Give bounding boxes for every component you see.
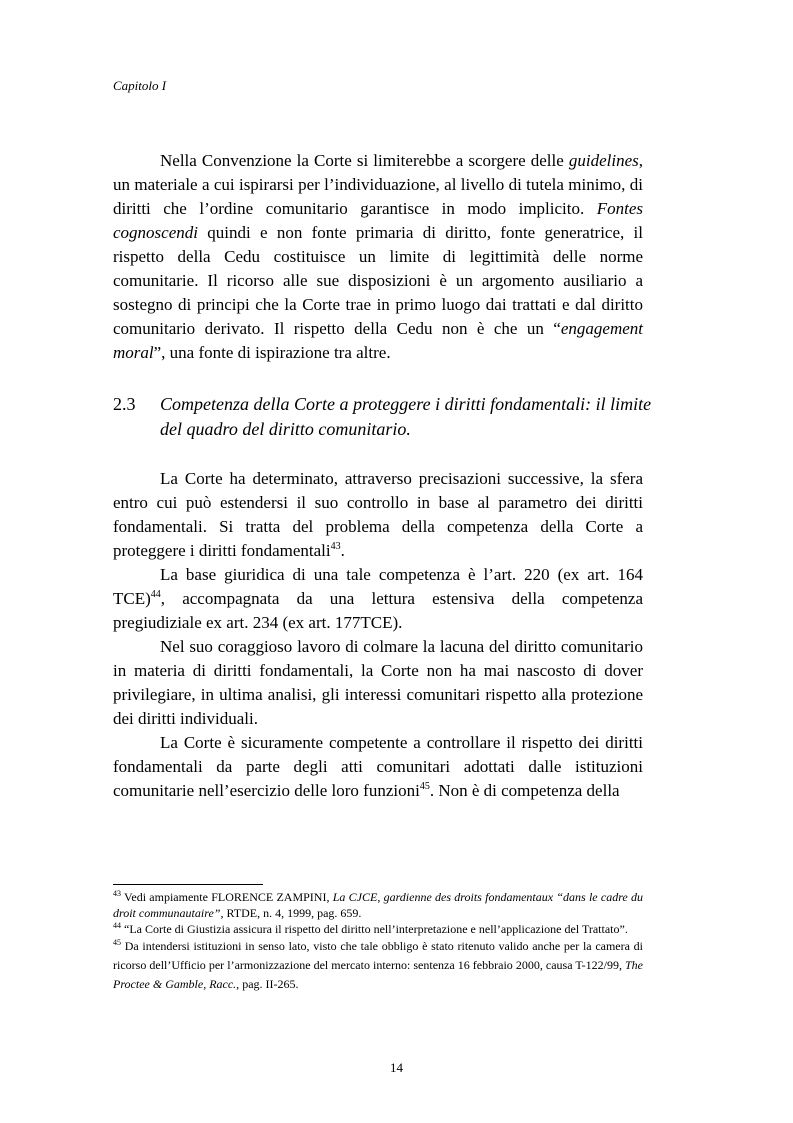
footnote-44: $^{44}$ “La Corte di Giustizia assicura il rispetto del diritto nell’interpretazione e nell’applicazione del Trattato”. [113, 921, 628, 936]
footnote-45: $^{45}$ Da intendersi istituzioni in senso lato, visto che tale obbligo è stato ritenuto valido anche per la camera di ricorso dell’Ufficio per l’armonizzazione del mercato interno: sentenza 16 febbraio 2000, causa T-122/99, The Proctee & Gamble, Racc., pag. II-265. [113, 938, 643, 991]
running-header: Capitolo I [113, 78, 167, 93]
body-text [113, 467, 643, 803]
paragraph-competenza: La Corte ha determinato, attraverso precisazioni successive, la sfera entro cui può estendersi il suo controllo in base al parametro dei diritti fondamentali. Si tratta del problema della competenza della Corte a proteggere i diritti fondamentali$^{43}$. [113, 469, 643, 560]
footnote-ref-43: 43 [330, 541, 341, 552]
section-number: 2.3 [113, 394, 136, 414]
paragraph-coraggioso-lavoro: Nel suo coraggioso lavoro di colmare la lacuna del diritto comunitario in materia di diritti fondamentali, la Corte non ha mai nascosto di dover privilegiare, in ultima analisi, gli interessi comunitari rispetto alla protezione dei diritti individuali. [113, 637, 643, 728]
page-number: 14 [390, 1060, 403, 1075]
footnote-divider [113, 884, 263, 885]
footnote-ref-45: 45 [419, 781, 430, 792]
section-title: Competenza della Corte a proteggere i diritti fondamentali: il limite del quadro del diritto comunitario. [160, 394, 652, 439]
section-heading [113, 392, 653, 442]
footnote-ref-44: 44 [150, 589, 161, 600]
paragraph-sicuramente-competente: La Corte è sicuramente competente a controllare il rispetto dei diritti fondamentali da parte degli atti comunitari adottati dalle istituzioni comunitarie nell’esercizio delle loro funzioni$^{45}$. Non è di competenza della [113, 733, 643, 800]
paragraph-base-giuridica: La base giuridica di una tale competenza è l’art. 220 (ex art. 164 TCE)$^{44}$, accompagnata da una lettura estensiva della competenza pregiudiziale ex art. 234 (ex art. 177TCE). [113, 565, 643, 632]
paragraph-convenzione: Nella Convenzione la Corte si limiterebbe a scorgere delle guidelines, un materiale a cui ispirarsi per l’individuazione, al livello di tutela minimo, di diritti che l’ordine comunitario garantisce in modo implicito. Fontes cognoscendi quindi e non fonte primaria di diritto, fonte generatrice, il rispetto della Cedu costituisce un limite di legittimità delle norme comunitarie. Il ricorso alle sue disposizioni è un argomento ausiliario a sostegno di principi che la Corte trae in primo luogo dai trattati e dal diritto comunitario derivato. Il rispetto della Cedu non è che un “engagement moral”, una fonte di ispirazione tra altre. [113, 151, 643, 362]
footnote-43: $^{43}$ Vedi ampiamente FLORENCE ZAMPINI, La CJCE, gardienne des droits fondamentaux “dans le cadre du droit communautaire”, RTDE, n. 4, 1999, pag. 659. [113, 889, 644, 920]
footnotes [113, 889, 643, 994]
